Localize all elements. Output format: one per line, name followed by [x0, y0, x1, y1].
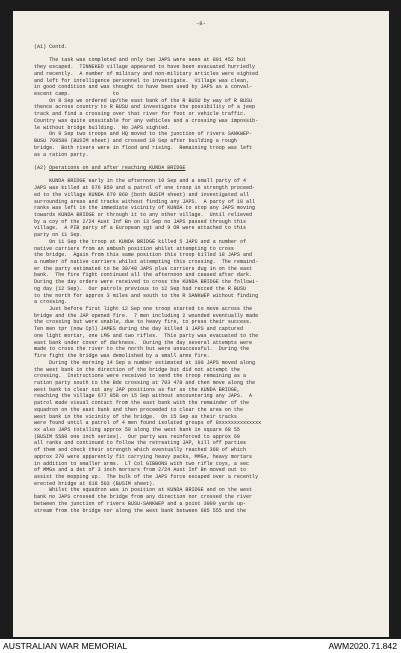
text-line: Whilst the squadron was in position at KUNDA BRIDGE and on the west	[34, 487, 253, 494]
text-line: a crossing.	[34, 299, 68, 306]
text-line: Just before first light 12 Sep one troop started to move across the	[34, 306, 253, 313]
text-line: the west bank in the direction of the bridge but did not attempt the	[34, 366, 240, 373]
text-line: village. A PIB party of a European sgt and 9 OR were attached to this	[34, 225, 247, 232]
text-line: Country was quite unsuitable for any vehicles and a crossing was impossib-	[34, 117, 259, 124]
text-line: west bank to clear out any JAP positions as far as the KUNDA BRIDGE,	[34, 386, 240, 393]
text-line: one light mortar, one LMG and two rifles. This party was evacuated to the	[34, 332, 259, 339]
text-line: reaching the village 677 858 on 15 Sep without encountering any JAPS. A	[34, 393, 253, 400]
text-line: and left for intelligence personnel to investigate. Village was clean,	[34, 77, 250, 84]
text-line: west bank in the vicinity of the bridge. On 15 Sep as their tracks	[34, 413, 237, 420]
text-line: in good condition and was thought to have been used by JAPS as a conval-	[34, 84, 253, 91]
text-line: all ranks and continued to follow the retreating JAP, kill off parties	[34, 440, 247, 447]
text-line: The task was completed and only two JAPS were seen at 801 452 but	[34, 57, 247, 64]
text-line: stream from the bridge nor along the west bank between 685 555 and the	[34, 507, 247, 514]
text-line: crossing. Instructions were received to send the troop remaining as a	[34, 373, 247, 380]
text-line: a number of native carriers whilst attempting this crossing. The remaind-	[34, 259, 259, 265]
reference-number: AWM2020.71.842	[328, 641, 397, 651]
text-line: Ten men tpr (now Cpl) JAMES during the day killed 3 JAPS and captured	[34, 326, 243, 333]
text-line: made to cross the river to the north but were unsuccessful. During the	[34, 346, 250, 353]
text-line: bank no JAPS crossed the bridge from any direction nor crossed the river	[34, 494, 253, 501]
document-body	[34, 44, 378, 514]
text-line: assist the mopping up. The bulk of the JAPS force escaped over a recently	[34, 474, 259, 480]
text-line: On 8 Sep we ordered up/the east bank of the R BUSU by way of R BUSU	[34, 97, 253, 104]
section-title: Operations on and after reaching KUNDA BRIDGE	[49, 164, 186, 171]
text-line: On 11 Sep the troop at KUNDA BRIDGE killed 5 JAPS and a number of	[34, 238, 247, 245]
text-line: native carriers from an ambush position whilst attempting to cross	[34, 245, 234, 252]
text-line: approx 270 were apparently fit carrying heavy packs, MMGs, heavy mortars	[34, 453, 253, 460]
text-line: ed to the village KUNDA 679 860 (both BUSIM sheet) and investigated all	[34, 191, 250, 198]
text-line: they escaped. TINNEKEO village appeared to have been evacuated hurriedly	[34, 64, 256, 71]
text-line: were found until a patrol of 4 men found isolated groups of 8xxxxxxxxxxxxxx	[34, 420, 262, 427]
text-line: the crossing but were unable, due to heavy fire, to press their success.	[34, 319, 253, 326]
blank-line	[34, 158, 378, 165]
text-line: bridge and the JAP opened fire. 7 men including 2 wounded eventually made	[34, 312, 259, 319]
text-line: JAPS was killed at 676 850 and a patrol of one troop in strength proceed-	[34, 185, 256, 192]
text-line: by a coy of the 2/24 Aust Inf Bn on 13 Sep no JAPS passed through this	[34, 218, 247, 225]
text-line: the bridge. Again from this same position this troop killed 18 JAPS and	[34, 252, 253, 259]
text-line: patrol made visual contact from the east bank with the remainder of the	[34, 400, 250, 407]
text-line: bank. The fire fight continued all the afternoon and ceased after dark.	[34, 272, 253, 279]
text-line: track and find a crossing over that river for foot or vehicle traffic.	[34, 111, 247, 118]
text-line: between the junction of rivers BUSU-SANKWEP and a point 3000 yards up-	[34, 500, 247, 507]
section-number: (A2)	[34, 164, 50, 171]
text-line: surrounding areas and tracks without finding any JAPS. A party of 18 all	[34, 198, 256, 205]
document-page	[13, 11, 389, 637]
footer-bar	[0, 639, 401, 653]
text-line: fire fight the bridge was demolished by a small arms fire.	[34, 353, 210, 360]
text-line: thence across country to R BUSU and investigate the possibility of a jeep	[34, 104, 256, 111]
text-line: in addition to smaller arms. LT Col GIBBONS with two rifle coys, a sec	[34, 460, 250, 467]
text-line: of them and check their strength which eventually reached 368 of which	[34, 447, 247, 454]
text-line: (A1) Contd.	[34, 44, 68, 50]
institution-label: AUSTRALIAN WAR MEMORIAL	[3, 641, 128, 651]
text-line: xx also JAPS totalling approx 50 along the west bank in square 68 55	[34, 426, 240, 433]
text-line: to the north for approx 3 miles and south to the R SANKWEP without finding	[34, 292, 259, 299]
text-line: towards KUNDA BRIDGE or through it to any other village. Until relieved	[34, 211, 253, 218]
text-line: ration party south to the Bde crossing at 703 478 and then move along the	[34, 379, 256, 386]
text-line: bridge. Both rivers were in flood and rising. Remaining troop was left	[34, 144, 253, 151]
text-line: escent camp. to	[34, 91, 119, 98]
text-line: (BUSIM 5580 one inch series). Our party was reinforced to approx 60	[34, 433, 240, 440]
text-line: ng day (12 Sep). Our patrols previous to 12 Sep had recced the R BUSU	[34, 285, 247, 292]
text-line: squadron on the east bank and then proceeded to clear the area on the	[34, 406, 243, 413]
section-heading	[34, 165, 378, 172]
text-line: party on 11 Sep.	[34, 232, 83, 239]
text-line: and recently. A number of military and non-military articles were sighted	[34, 70, 259, 77]
text-line: During the morning 14 Sep a number estimated at 100 JAPS moved along	[34, 359, 256, 366]
text-line: east bank under cover of darkness. During the day several attempts were	[34, 339, 253, 346]
text-line: On 9 Sep two troops and HQ moved to the junction of rivers SANKWEP-	[34, 131, 253, 138]
text-line: as a ration party.	[34, 151, 89, 158]
text-line: of MMGs and a det of 3 inch mortars from 2/24 Aust Inf Bn moved out to	[34, 467, 247, 474]
text-line: erected bridge at 618 593 (BUSIM sheet).	[34, 480, 156, 487]
text-line: er the party estimated to be 30/40 JAPS plus carriers dug in on the east	[34, 265, 253, 272]
page-number: -8-	[195, 20, 207, 27]
text-line: During the day orders were received to cross the KUNDA BRIDGE the followi-	[34, 279, 259, 286]
blank-line	[34, 172, 378, 179]
text-line: KUNDA BRIDGE early in the afternoon 10 Sep and a small party of 4	[34, 178, 247, 185]
text-line: BUSU 708580 (BUSIM sheet) and crossed 10 Sep after building a rough	[34, 138, 237, 145]
text-line: ranks was left in the immediate vicinity of KUNDA to stop any JAPS moving	[34, 205, 256, 212]
text-line: le without bridge building. No JAPS sighted.	[34, 124, 171, 131]
blank-line	[34, 51, 378, 58]
